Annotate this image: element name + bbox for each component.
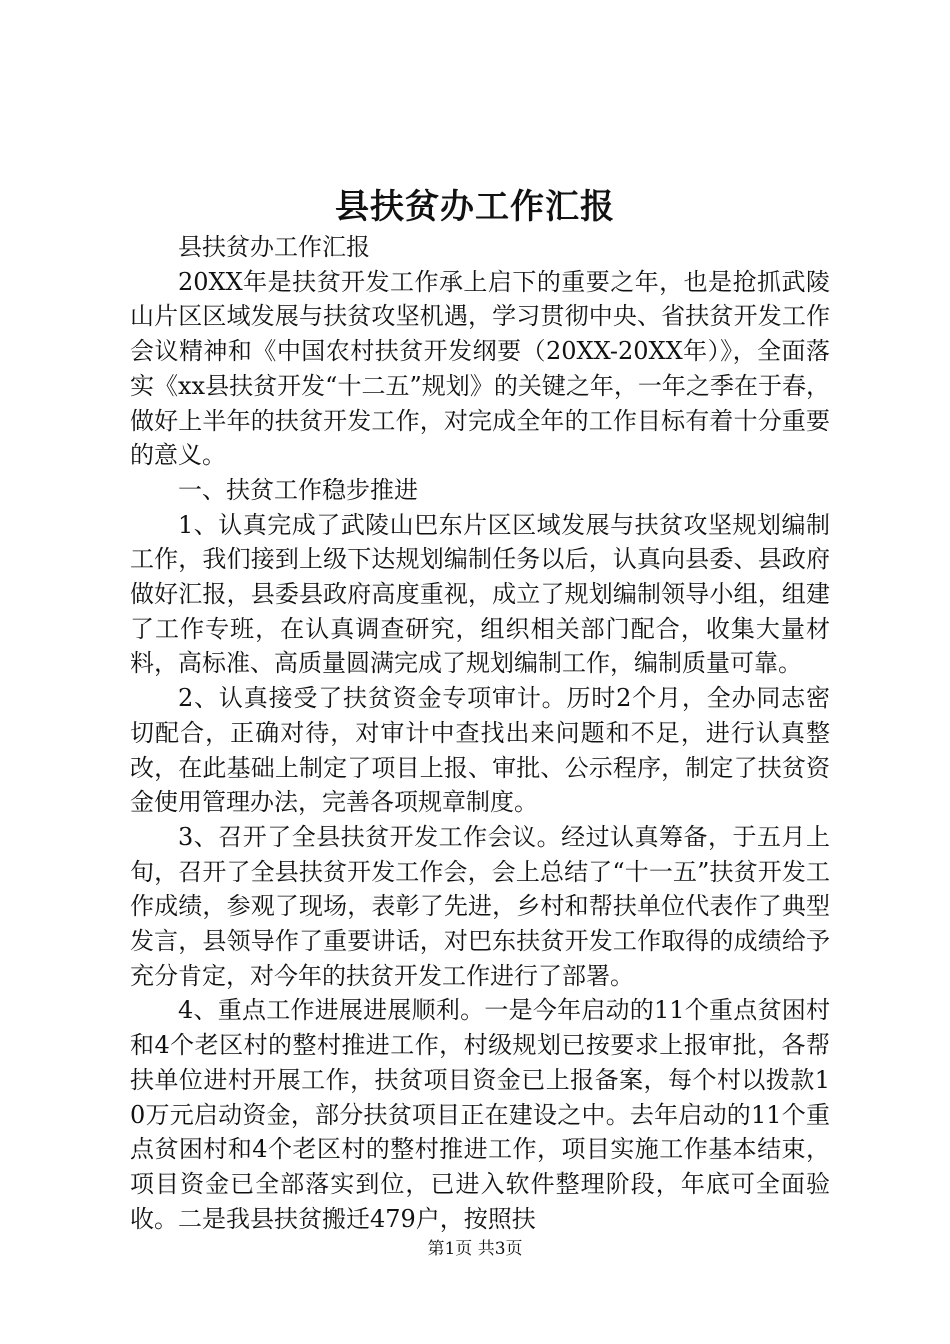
section-heading: 一、扶贫工作稳步推进 [178, 475, 418, 504]
item-2-paragraph: 2、认真接受了扶贫资金专项审计。历时2个月，全办同志密切配合，正确对待，对审计中查找出来问题和不足，进行认真整改，在此基础上制定了项目上报、审批、公示程序，制定了扶贫资金使用管理办法，完善各项规章制度。 [130, 684, 830, 817]
item-1-paragraph: 1、认真完成了武陵山巴东片区区域发展与扶贫攻坚规划编制工作，我们接到上级下达规划编制任务以后，认真向县委、县政府做好汇报，县委县政府高度重视，成立了规划编制领导小组，组建了工作专班，在认真调查研究，组织相关部门配合，收集大量材料，高标准、高质量圆满完成了规划编制工作，编制质量可靠。 [130, 510, 830, 678]
intro-paragraph: 20XX年是扶贫开发工作承上启下的重要之年，也是抢抓武陵山片区区域发展与扶贫攻坚机遇，学习贯彻中央、省扶贫开发工作会议精神和《中国农村扶贫开发纲要（20XX-20XX年）》，全面落实《xx县扶贫开发“十二五”规划》的关键之年，一年之季在于春，做好上半年的扶贫开发工作，对完成全年的工作目标有着十分重要的意义。 [130, 267, 830, 470]
item-3-paragraph: 3、召开了全县扶贫开发工作会议。经过认真筹备，于五月上旬，召开了全县扶贫开发工作会，会上总结了“十一五”扶贫开发工作成绩，参观了现场，表彰了先进，乡村和帮扶单位代表作了典型发言，县领导作了重要讲话，对巴东扶贫开发工作取得的成绩给予充分肯定，对今年的扶贫开发工作进行了部署。 [130, 822, 830, 990]
item-4-paragraph: 4、重点工作进展进展顺利。一是今年启动的11个重点贫困村和4个老区村的整村推进工作，村级规划已按要求上报审批，各帮扶单位进村开展工作，扶贫项目资金已上报备案，每个村以拨款10万元启动资金，部分扶贫项目正在建设之中。去年启动的11个重点贫困村和4个老区村的整村推进工作，项目实施工作基本结束，项目资金已全部落实到位，已进入软件整理阶段，年底可全面验收。二是我县扶贫搬迁479户，按照扶 [130, 996, 830, 1233]
document-body [130, 230, 830, 1236]
page-number-footer: 第1页 共3页 [427, 1239, 523, 1259]
document-title: 县扶贫办工作汇报 [335, 187, 615, 227]
subtitle-paragraph: 县扶贫办工作汇报 [178, 233, 370, 261]
